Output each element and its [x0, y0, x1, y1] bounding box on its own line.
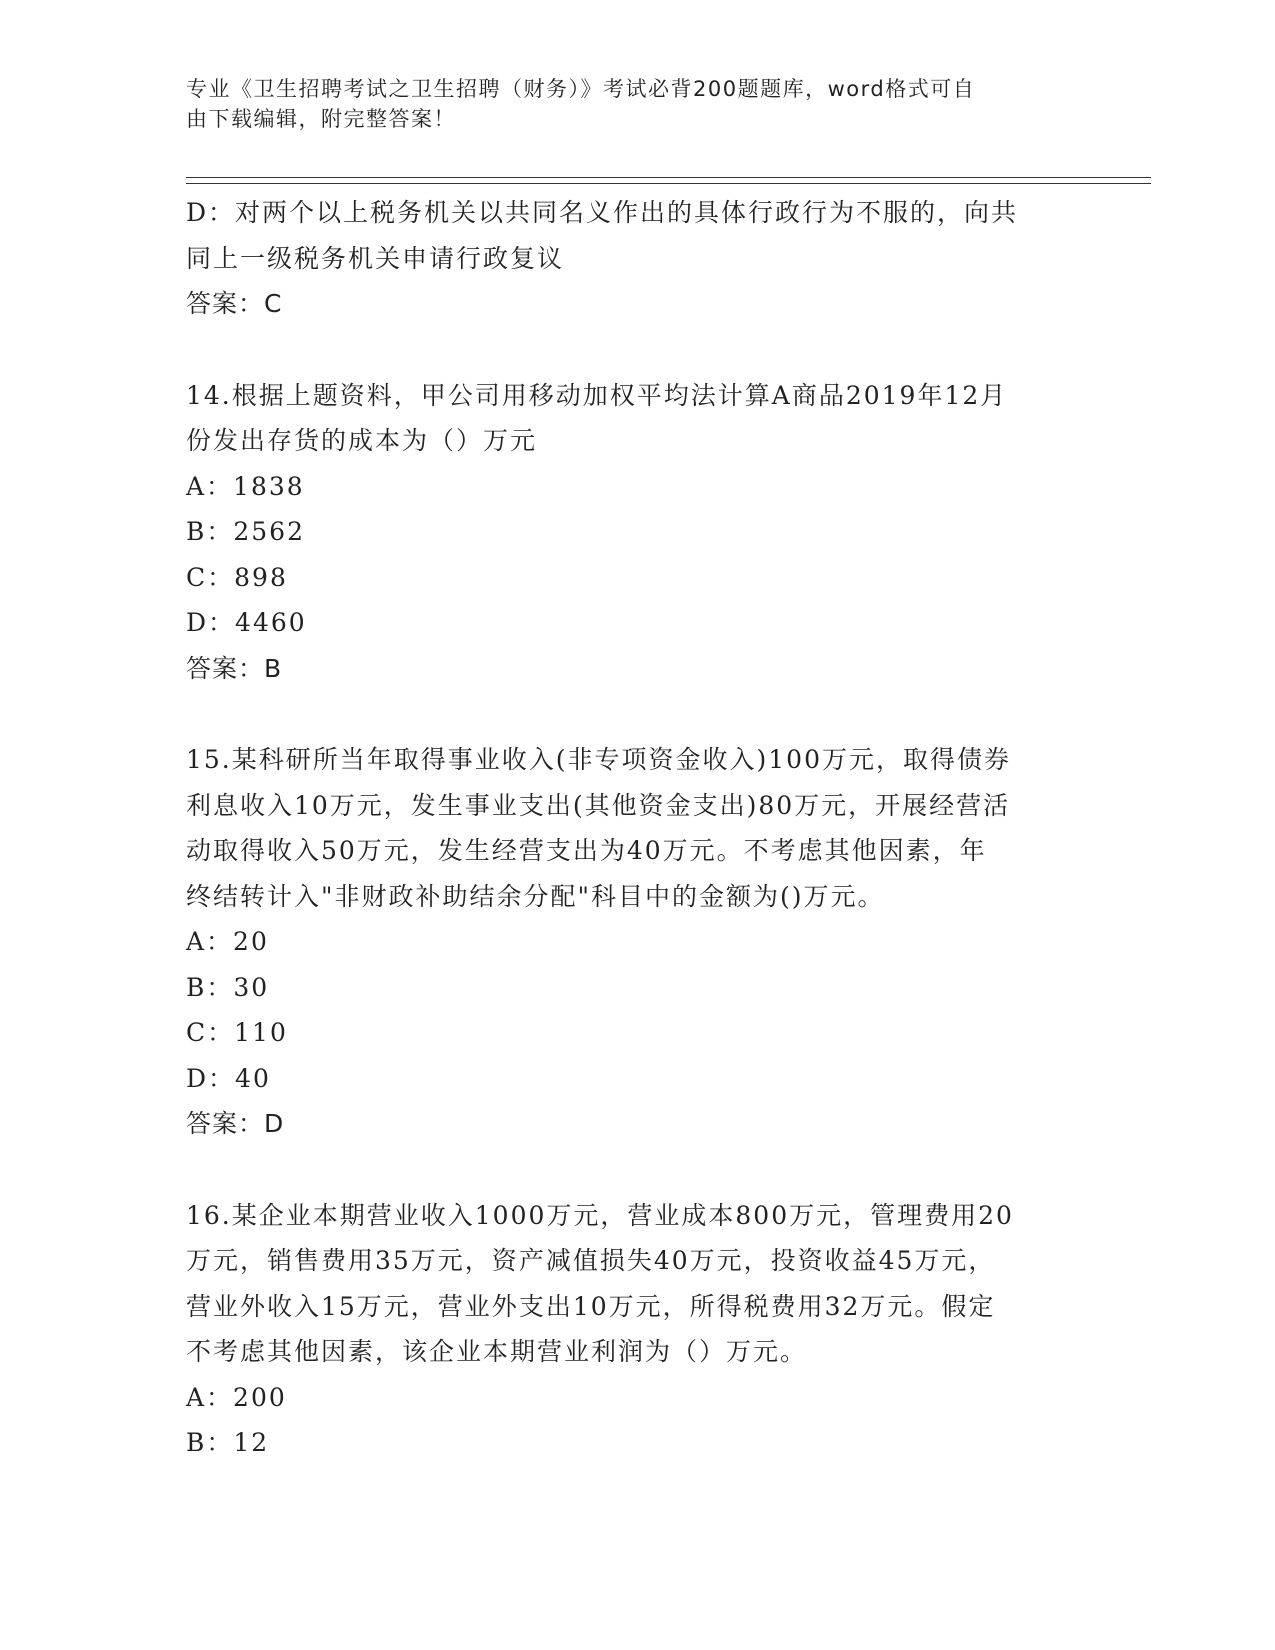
- option-a: A：200: [186, 1382, 287, 1412]
- spacer: [186, 1147, 1086, 1193]
- previous-question-tail: [186, 190, 1086, 327]
- option-c: C：110: [186, 1018, 288, 1047]
- spacer: [186, 327, 1086, 373]
- question-15: [186, 737, 1086, 1147]
- option-d-line-1: D：对两个以上税务机关以共同名义作出的具体行政行为不服的，向共: [186, 198, 1019, 227]
- header-divider-bottom: [186, 183, 1151, 184]
- option-d-line-2: 同上一级税务机关申请行政复议: [186, 243, 565, 273]
- document-body: [186, 190, 1086, 1466]
- spacer: [186, 691, 1086, 737]
- option-a: A：20: [186, 927, 269, 956]
- option-c: C：898: [186, 562, 288, 592]
- question-16: [186, 1193, 1086, 1466]
- header-line-1: 专业《卫生招聘考试之卫生招聘（财务）》考试必背200题题库，word格式可自: [186, 77, 976, 101]
- document-header: [186, 74, 1066, 134]
- question-text-line-4: 终结转计入"非财政补助结余分配"科目中的金额为()万元。: [186, 881, 885, 911]
- option-b: B：30: [186, 972, 270, 1002]
- question-text-line-3: 动取得收入50万元，发生经营支出为40万元。不考虑其他因素，年: [186, 836, 987, 865]
- option-d: D：4460: [186, 608, 307, 637]
- question-text-line-1: 14.根据上题资料，甲公司用移动加权平均法计算A商品2019年12月: [186, 380, 1008, 410]
- question-text-line-4: 不考虑其他因素，该企业本期营业利润为（）万元。: [186, 1337, 808, 1366]
- question-text-line-1: 15.某科研所当年取得事业收入(非专项资金收入)100万元，取得债券: [186, 745, 1011, 774]
- question-14: [186, 373, 1086, 692]
- answer-line: 答案：C: [186, 289, 283, 318]
- answer-line: 答案：B: [186, 653, 283, 683]
- option-b: B：2562: [186, 517, 305, 546]
- question-text-line-3: 营业外收入15万元，营业外支出10万元，所得税费用32万元。假定: [186, 1291, 996, 1321]
- option-d: D：40: [186, 1063, 271, 1093]
- option-b: B：12: [186, 1428, 270, 1457]
- header-divider-top: [186, 177, 1151, 178]
- question-text-line-2: 份发出存货的成本为（）万元: [186, 426, 538, 455]
- question-text-line-2: 利息收入10万元，发生事业支出(其他资金支出)80万元，开展经营活: [186, 790, 1011, 820]
- question-text-line-2: 万元，销售费用35万元，资产减值损失40万元，投资收益45万元，: [186, 1246, 996, 1275]
- header-line-2: 由下载编辑，附完整答案！: [186, 107, 456, 131]
- question-text-line-1: 16.某企业本期营业收入1000万元，营业成本800万元，管理费用20: [186, 1200, 1014, 1230]
- option-a: A：1838: [186, 471, 305, 501]
- answer-line: 答案：D: [186, 1109, 285, 1138]
